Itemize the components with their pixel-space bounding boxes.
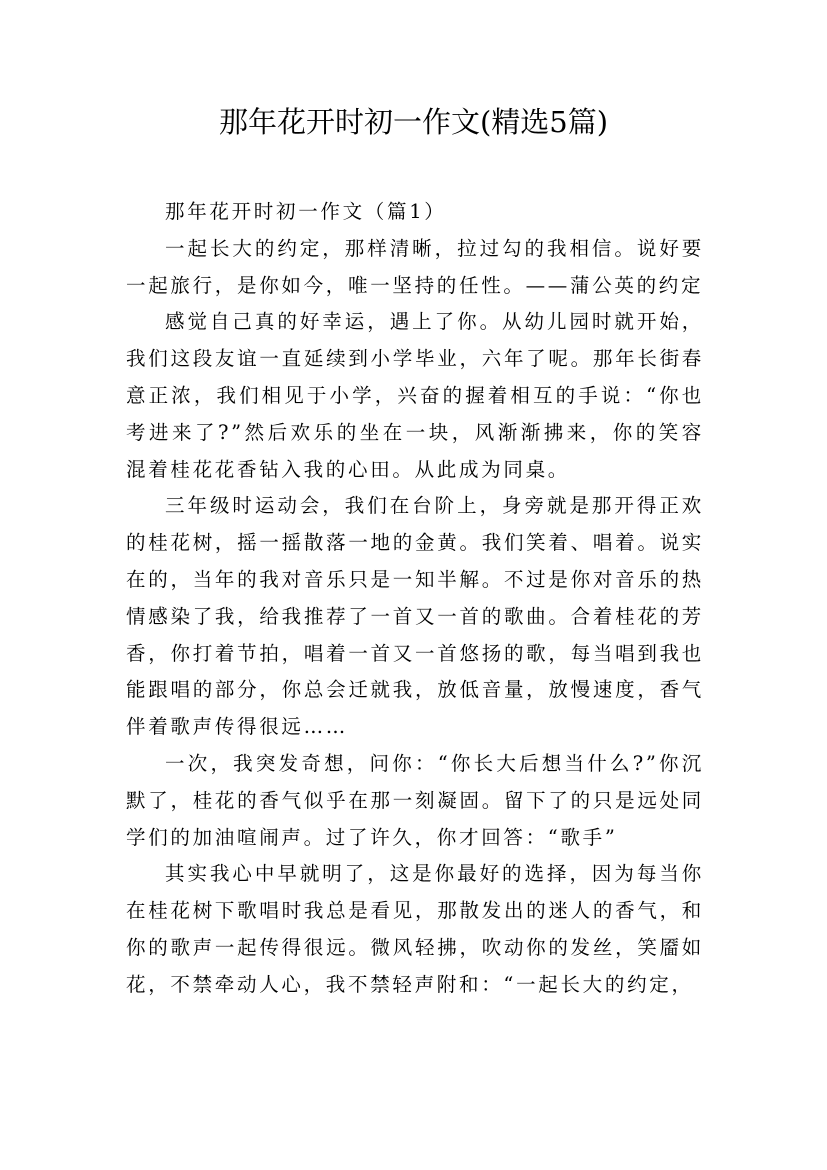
paragraph-2: 感觉自己真的好幸运，遇上了你。从幼儿园时就开始，我们这段友谊一直延续到小学毕业，六年了呢。那年长街春意正浓，我们相见于小学，兴奋的握着相互的手说：“你也考进来了?”然后欢乐的坐在一块，风渐渐拂来，你的笑容混着桂花花香钻入我的心田。从此成为同桌。 xyxy=(126,310,704,481)
paragraph-4: 一次，我突发奇想，问你：“你长大后想当什么?”你沉默了，桂花的香气似乎在那一刻凝固。留下了的只是远处同学们的加油喧闹声。过了许久，你才回答：“歌手” xyxy=(126,751,704,849)
document-title: 那年花开时初一作文(精选5篇) xyxy=(218,105,609,139)
paragraph-5: 其实我心中早就明了，这是你最好的选择，因为每当你在桂花树下歌唱时我总是看见，那散发出的迷人的香气，和你的歌声一起传得很远。微风轻拂，吹动你的发丝，笑靥如花，不禁牵动人心，我不禁轻声附和：“一起长大的约定， xyxy=(126,862,704,996)
paragraph-3: 三年级时运动会，我们在台阶上，身旁就是那开得正欢的桂花树，摇一摇散落一地的金黄。我们笑着、唱着。说实在的，当年的我对音乐只是一知半解。不过是你对音乐的热情感染了我，给我推荐了一首又一首的歌曲。合着桂花的芳香，你打着节拍，唱着一首又一首悠扬的歌，每当唱到我也能跟唱的部分，你总会迁就我，放低音量，放慢速度，香气伴着歌声传得很远…… xyxy=(126,494,704,739)
document-body xyxy=(126,194,704,1004)
paragraph-1: 一起长大的约定，那样清晰，拉过勾的我相信。说好要一起旅行，是你如今，唯一坚持的任性。——蒲公英的约定 xyxy=(126,236,704,297)
section-heading: 那年花开时初一作文（篇1） xyxy=(165,200,447,223)
